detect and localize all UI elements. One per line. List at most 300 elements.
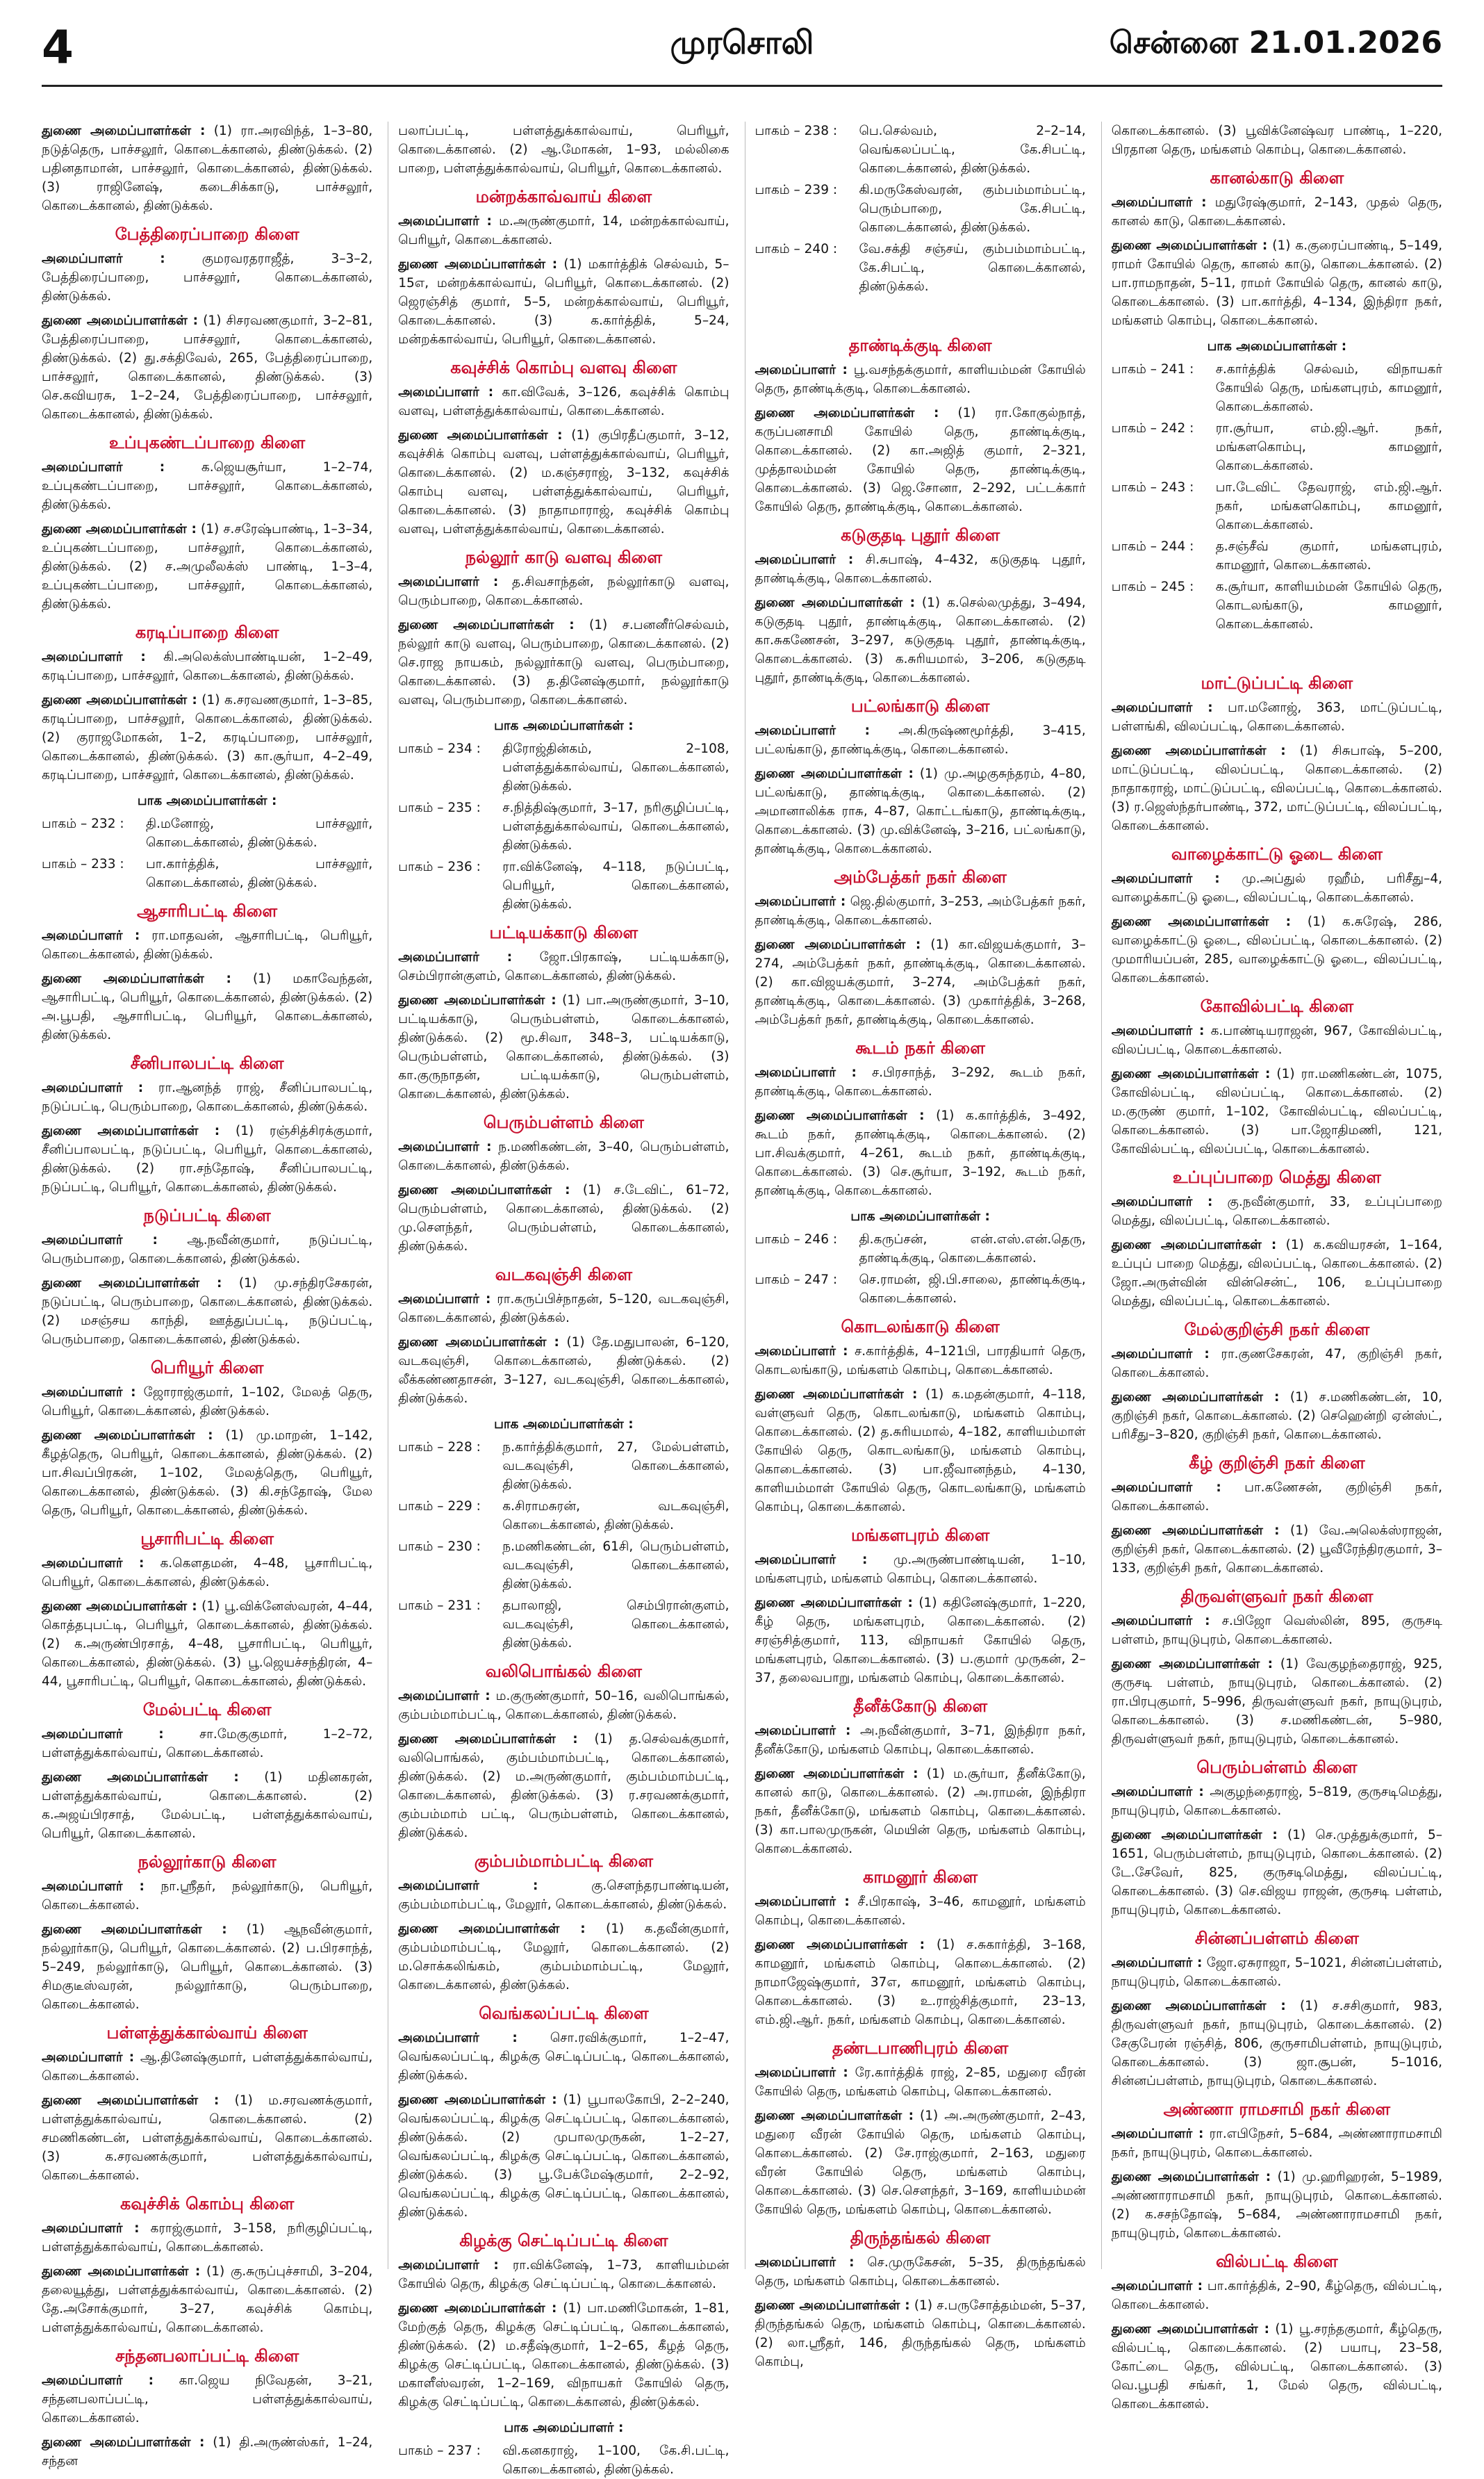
branch-title: பெரும்பள்ளம் கிளை (1196, 1758, 1358, 1777)
role-label: அமைப்பாளர் : (42, 460, 165, 475)
member-details: (1) க.குரைப்பாண்டி, 5–149, ராமர் கோயில் தெரு, கானல் காடு, கொடைக்கானல். (2) பா.ராமநாதன், 5–11, ராமர் கோயில் தெரு, கானல் காடு, கொடைக்கானல். (3) பா.கார்த்தி, 4–134, இந்திரா நகர், மங்களம் கொம்பு, கொடைக்கானல். (1111, 238, 1442, 328)
role-label: துணை அமைப்பாளர்கள் : (398, 2301, 557, 2316)
role-label: துணை அமைப்பாளர்கள் : (398, 428, 563, 443)
role-label: அமைப்பாளர் : (755, 2255, 855, 2270)
member-details: (1) க.கார்த்திக், 3–492, கூடம் நகர், தாண்டிக்குடி, கொடைக்கானல். (2) பா.சிவக்குமார், 4–261, கூடம் நகர், தாண்டிக்குடி, கொடைக்கானல். (3) செ.சூர்யா, 3–192, கூடம் நகர், தாண்டிக்குடி, கொடைக்கானல். (755, 1108, 1086, 1198)
branch-title: கோவில்பட்டி கிளை (1200, 997, 1354, 1016)
role-label: அமைப்பாளர் : (1111, 1347, 1210, 1361)
member-entry (755, 935, 1086, 1029)
member-details: ச.கார்த்திக், 4–121பி, பாரதியார் தெரு, கொடலங்காடு, மங்களம் கொம்பு, கொடைக்கானல். (755, 1344, 1086, 1377)
member-details: ஜெ.தில்குமார், 3–253, அம்பேத்கர் நகர், தாண்டிக்குடி, கொடைக்கானல். (755, 894, 1086, 928)
booth-entry (398, 1596, 729, 1653)
column-gap (755, 299, 1086, 327)
branch-title: அண்ணா ராமசாமி நகர் கிளை (1163, 2100, 1391, 2119)
member-entry (398, 1730, 729, 1842)
booth-entry (42, 855, 372, 892)
member-details: (1) தே.மதுபாலன், 6–120, வடகவுஞ்சி, கொடைக்கானல், திண்டுக்கல். (2) லீக்கண்ணதாசன், 3–127, வடகவுஞ்சி, கொடைக்கானல், திண்டுக்கல். (398, 1335, 729, 1406)
member-details: க.கௌதமன், 4–48, பூசாரிபட்டி, பெரியூர், கொடைக்கானல், திண்டுக்கல். (42, 1556, 373, 1589)
member-details: (1) க.சரவணகுமார், 1–3–85, கரடிப்பாறை, பாச்சலூர், கொடைக்கானல், திண்டுக்கல். (2) குராஜமோகன், 1–2, கரடிப்பாறை, பாச்சலூர், கொடைக்கானல், திண்டுக்கல். (3) கா.சூர்யா, 4–2–49, கரடிப்பாறை, பாச்சலூர், கொடைக்கானல், திண்டுக்கல். (42, 693, 373, 783)
member-entry (755, 404, 1086, 516)
member-entry (398, 2091, 729, 2222)
branch-title: மேல்குறிஞ்சி நகர் கிளை (1184, 1320, 1370, 1339)
member-details: (1) ரா.கோகுல்நாத், கருப்பனசாமி கோயில் தெரு, தாண்டிக்குடி, கொடைக்கானல். (2) கா.அஜித் குமார், 2–321, முத்தாலம்மன் கோயில் தெரு, தாண்டிக்குடி, கொடைக்கானல். (3) ஜெ.சோனா, 2–292, பட்டக்கார் கோயில் தெரு, தாண்டிக்குடி, கொடைக்கானல். (755, 406, 1086, 514)
member-details: (1) கதினேஷ்குமார், 1–220, கீழ் தெரு, மங்களபுரம், கொடைக்கானல். (2) சரஞ்சித்குமார், 113, விநாயகர் கோயில் தெரு, மங்களபுரம், கொடைக்கானல். (3) ப.குமார் முருகன், 2–37, தலைவபாறு, மங்களம் கொம்பு, கொடைக்கானல். (755, 1596, 1086, 1685)
booth-number: பாகம் – 236 : (398, 860, 481, 874)
member-entry (398, 212, 729, 249)
role-label: அமைப்பாளர் : (755, 1724, 851, 1738)
branch-title: வலிபொங்கல் கிளை (485, 1662, 642, 1681)
member-entry (1112, 193, 1442, 231)
booth-entry (755, 1270, 1086, 1308)
branch-title: பெரியூர் கிளை (150, 1358, 264, 1377)
branch-title: ஆசாரிபட்டி கிளை (137, 901, 278, 921)
member-details: (1) த.செல்வக்குமார், வலிபொங்கல், கும்பம்மாம்பட்டி, கொடைக்கானல், திண்டுக்கல். (2) ம.அருண்குமார், கும்பம்மாம்பட்டி, கொடைக்கானல், திண்டுக்கல். (3) ர.சரவணக்குமார், கும்பம்மாம் பட்டி, பெரும்பள்ளம், கொடைக்கானல், திண்டுக்கல். (398, 1732, 729, 1840)
booth-number: பாகம் – 246 : (755, 1232, 838, 1247)
role-label: துணை அமைப்பாளர்கள் : (42, 1124, 220, 1138)
member-entry (42, 1597, 372, 1691)
branch-title: நடுப்பட்டி கிளை (143, 1206, 271, 1225)
role-label: அமைப்பாளர் : (398, 214, 492, 229)
member-entry (755, 2296, 1086, 2371)
booth-number: பாகம் – 230 : (398, 1539, 481, 1554)
booth-number: பாகம் – 241 : (1111, 362, 1194, 377)
member-entry (42, 1383, 372, 1421)
member-entry (755, 1106, 1086, 1200)
role-label: துணை அமைப்பாளர்கள் : (398, 1732, 578, 1746)
role-label: துணை அமைப்பாளர்கள் : (1111, 2322, 1269, 2337)
booth-agents-heading: பாக அமைப்பாளர்கள் : (494, 1417, 634, 1432)
role-label: துணை அமைப்பாளர்கள் : (755, 1596, 913, 1610)
member-details: (1) ரா.அரவிந்த், 1–3–80, நடுத்தெரு, பாச்சலூர், கொடைக்கானல், திண்டுக்கல். (2) பதினதாமான், பாச்சலூர், கொடைக்கானல், திண்டுக்கல். (3) ராஜினேஷ், கடைசிக்காடு, பாச்சலூர், கொடைக்கானல், திண்டுக்கல். (42, 124, 373, 213)
role-label: துணை அமைப்பாளர்கள் : (398, 618, 575, 632)
member-details: (1) ச.பருசோத்தம்மன், 5–37, திருந்தங்கல் தெரு, மங்களம் கொம்பு, கொடைக்கானல். (2) லா.ஸ்ரீதர், 146, திருந்தங்கல் தெரு, மங்களம் கொம்பு, (755, 2298, 1086, 2369)
member-entry (42, 122, 372, 215)
member-details: (1) ச.சுகார்த்தி, 3–168, காமனூர், மங்களம் கொம்பு, கொடைக்கானல். (2) நாமாஜேஷ்குமார், 37எ, காமனூர், மங்களம் கொம்பு, கொடைக்கானல். (3) உ.ராஜ்சித்குமார், 23–13, எம்.ஜி.ஆர். நகர், மங்களம் கொம்பு, கொடைக்கானல். (755, 1938, 1086, 2027)
member-details: (1) க.செல்லமுத்து, 3–494, கடுகுதடி புதூர், தாண்டிக்குடி, கொடைக்கானல். (2) கா.சுகணேசன், 3–297, கடுகுதடி புதூர், தாண்டிக்குடி, கொடைக்கானல். (3) க.சுரியமால், 3–206, கடுகுதடி புதூர், தாண்டிக்குடி, கொடைக்கானல். (755, 596, 1086, 685)
member-entry (1112, 1826, 1442, 1920)
branch-title: கவுச்சிக் கொம்பு கிளை (120, 2194, 295, 2214)
member-details: (1) மகாவேந்தன், ஆசாரிபட்டி, பெரியூர், கொடைக்கானல், திண்டுக்கல். (2) அ.பூபதி, ஆசாரிபட்டி, பெரியூர், கொடைக்கானல், திண்டுக்கல். (42, 972, 373, 1042)
branch-title: வாழைக்காட்டு ஓடை கிளை (1171, 844, 1383, 864)
booth-entry (398, 2441, 729, 2479)
member-details: நா.ஸ்ரீதர், நல்லூர்காடு, பெரியூர், கொடைக்கானல். (42, 1879, 373, 1913)
member-details: (1) க.கவியரசன், 1–164, உப்புப் பாறை மெத்து, விலப்பட்டி, கொடைக்கானல். (2) ஜோ.அருள்வின் வின்சென்ட், 106, உப்புப்பாறை மெத்து, விலப்பட்டி, கொடைக்கானல். (1111, 1238, 1442, 1309)
member-entry (755, 1721, 1086, 1759)
member-details: (1) செ.முத்துக்குமார், 5–1651, பெரும்பள்ளம், நாயுடுபுரம், கொடைக்கானல். (2) டே.சேவேர், 825, குருசடிமெத்து, விலப்பட்டி, கொடைக்கானல். (3) செ.விஜய ராஜன், குருசடி பள்ளம், நாயுடுபுரம், கொடைக்கானல். (1111, 1828, 1442, 1917)
member-entry (755, 1385, 1086, 1516)
booth-number: பாகம் – 238 : (755, 124, 838, 138)
member-details: (1) பூபாலகோபி, 2–2–240, வெங்கலப்பட்டி, கிழக்கு செட்டிப்பட்டி, கொடைக்கானல், திண்டுக்கல். (2) முபாலமுருகன், 1–2–27, வெங்கலப்பட்டி, கிழக்கு செட்டிப்பட்டி, கொடைக்கானல், திண்டுக்கல். (3) பூ.பேக்மேஷ்குமார், 2–2–92, வெங்கலப்பட்டி, கிழக்கு செட்டிப்பட்டி, கொடைக்கானல், திண்டுக்கல். (398, 2093, 729, 2220)
member-details: ரே.கார்த்திக் ராஜ், 2–85, மதுரை வீரன் கோயில் தெரு, மங்களம் கொம்பு, கொடைக்கானல். (755, 2065, 1086, 2099)
member-details: கு.நவீன்குமார், 33, உப்புப்பாறை மெத்து, விலப்பட்டி, கொடைக்கானல். (1111, 1195, 1442, 1228)
member-details: (1) ச.பனனீர்செல்வம், நல்லூர் காடு வளவு, பெரும்பாறை, கொடைக்கானல். (2) செ.ராஜ நாயகம், நல்லூர்காடு வளவு, பெரும்பாறை, கொடைக்கானல். (3) த.தினேஷ்குமார், நல்லூர்காடு வளவு, பெரும்பாறை, கொடைக்கானல். (398, 618, 729, 707)
booth-agent-details: தி.மனோஜ், பாச்சலூர், கொடைக்கானல், திண்டுக்கல். (146, 817, 373, 850)
branch-title: பள்ளத்துக்கால்வாய் கிளை (106, 2023, 308, 2043)
member-entry (755, 1551, 1086, 1588)
role-label: துணை அமைப்பாளர்கள் : (1111, 1390, 1280, 1405)
member-entry (42, 691, 372, 785)
member-entry (398, 1181, 729, 1256)
member-details: ரா.மாதவன், ஆசாரிபட்டி, பெரியூர், கொடைக்கானல், திண்டுக்கல். (42, 928, 373, 962)
branch-title: கடுகுதடி புதூர் கிளை (841, 525, 1000, 545)
booth-entry (398, 858, 729, 914)
booth-number: பாகம் – 247 : (755, 1273, 838, 1287)
member-entry (755, 1892, 1086, 1930)
booth-entry (1112, 537, 1442, 575)
member-details: (1) பா.அருண்குமார், 3–10, பட்டியக்காடு, பெரும்பள்ளம், கொடைக்கானல், திண்டுக்கல். (2) மூ.சிவா, 348–3, பட்டியக்காடு, பெரும்பள்ளம், கொடைக்கானல், திண்டுக்கல். (3) கா.குருநாதன், பட்டியக்காடு, பெரும்பள்ளம், கொடைக்கானல், திண்டுக்கல். (398, 993, 729, 1102)
booth-entry (755, 122, 1086, 178)
role-label: துணை அமைப்பாளர்கள் : (755, 938, 921, 952)
member-entry (398, 2299, 729, 2412)
booth-entry (398, 739, 729, 796)
member-entry (398, 616, 729, 710)
member-entry (398, 2256, 729, 2293)
booth-entry (398, 1537, 729, 1594)
page-number: 4 (42, 21, 74, 74)
booth-number: பாகம் – 233 : (42, 857, 124, 872)
member-details: த.சிவசாந்தன், நல்லூர்காடு வளவு, பெரும்பாறை, கொடைக்கானல். (398, 575, 729, 608)
role-label: துணை அமைப்பாளர்கள் : (42, 1276, 222, 1291)
member-details: (1) மு.அழகுசுந்தரம், 4–80, பட்லங்காடு, தாண்டிக்குடி, கொடைக்கானல். (2) அமானாலிக்க ராசு, 4–87, கொட்டங்காடு, தாண்டிக்குடி, கொடைக்கானல். (3) மு.விக்னேஷ், 3–216, பட்லங்காடு, தாண்டிக்குடி, கொடைக்கானல். (755, 767, 1086, 856)
branch-title: கானல்காடு கிளை (1210, 168, 1344, 188)
role-label: துணை அமைப்பாளர்கள் : (42, 1599, 197, 1614)
branch-title: வில்பட்டி கிளை (1216, 2252, 1338, 2271)
member-details: செ.முருகேசன், 5–35, திருந்தங்கல் தெரு, மங்களம் கொம்பு, கொடைக்கானல். (755, 2255, 1086, 2289)
booth-agent-details: க.சூர்யா, காளியம்மன் கோயில் தெரு, கொடலங்காடு, காமனூர், கொடைக்கானல். (1215, 580, 1442, 632)
role-label: துணை அமைப்பாளர்கள் : (755, 767, 914, 781)
member-entry (755, 361, 1086, 398)
booth-number: பாகம் – 234 : (398, 742, 481, 756)
role-label: அமைப்பாளர் : (42, 2050, 135, 2065)
member-entry (42, 1768, 372, 1843)
column-3 (745, 122, 1086, 2369)
role-label: அமைப்பாளர் : (1111, 1024, 1205, 1038)
role-label: துணை அமைப்பாளர்கள் : (398, 1922, 586, 1936)
member-entry (1112, 913, 1442, 988)
branch-title: சீனிபாலபட்டி கிளை (130, 1054, 284, 1073)
member-details: (1) மதினகரன், பள்ளத்துக்கால்வாய், கொடைக்கானல். (2) க.அஜய்பிரசாத், மேல்பட்டி, பள்ளத்துக்கால்வாய், பெரியூர், கொடைக்கானல். (42, 1770, 373, 1841)
member-entry (398, 1138, 729, 1175)
role-label: துணை அமைப்பாளர்கள் : (1111, 915, 1292, 929)
member-details: கா.ஜெய நிவேதன், 3–21, சந்தனபலாப்பட்டி, பள்ளத்துக்கால்வாய், கொடைக்கானல். (42, 2373, 373, 2425)
role-label: அமைப்பாளர் : (42, 1556, 145, 1571)
member-details: (1) கு.சுருப்புச்சாமி, 3–204, தலையூத்து, பள்ளத்துக்கால்வாய், கொடைக்கானல். (2) தே.அசோக்குமார், 3–27, கவுச்சிக் கொம்பு, பள்ளத்துக்கால்வாய், கொடைக்கானல். (42, 2264, 373, 2335)
member-entry (1112, 1478, 1442, 1516)
member-entry (42, 1122, 372, 1197)
member-entry (42, 458, 372, 514)
branch-title: தாண்டிக்குடி கிளை (848, 336, 992, 355)
member-details: ந.மணிகண்டன், 3–40, பெரும்பள்ளம், கொடைக்கானல், திண்டுக்கல். (398, 1140, 729, 1173)
booth-number: பாகம் – 242 : (1111, 421, 1194, 436)
member-entry (398, 1920, 729, 1995)
booth-entry (1112, 419, 1442, 475)
member-entry (398, 573, 729, 610)
branch-title: பட்லங்காடு கிளை (850, 696, 990, 716)
role-label: அமைப்பாளர் : (398, 1689, 490, 1703)
booth-agent-details: ந.கார்த்திக்குமார், 27, மேல்பள்ளம், வடகவுஞ்சி, கொடைக்கானல், திண்டுக்கல். (502, 1440, 729, 1492)
dateline: சென்னை 21.01.2026 (1109, 25, 1442, 60)
member-details: (1) ம.சூர்யா, தீனீக்கோடு, கானல் காடு, கொடைக்கானல். (2) அ.ராமன், இந்திரா நகர், தீனீக்கோடு, மங்களம் கொம்பு, கொடைக்கானல். (3) கா.பாலமுருகன், மெயின் தெரு, மங்களம் கொம்பு, கொடைக்கானல். (755, 1767, 1086, 1856)
member-entry (755, 764, 1086, 858)
role-label: துணை அமைப்பாளர்கள் : (1111, 1523, 1280, 1538)
branch-title: பூசாரிபட்டி கிளை (140, 1529, 274, 1548)
member-entry (1112, 869, 1442, 907)
member-details: ஜோ.பிரகாஷ், பட்டியக்காடு, செம்பிரான்குளம், கொடைக்கானல், திண்டுக்கல். (398, 950, 729, 983)
member-details: (1) ச.மணிகண்டன், 10, குறிஞ்சி நகர், கொடைக்கானல். (2) செஹென்றி ஏன்ஸ்ட், பரிசீது–3–820, குறிஞ்சி நகர், கொடைக்கானல். (1111, 1390, 1442, 1442)
booth-number: பாகம் – 237 : (398, 2444, 481, 2458)
member-details: (1) கா.விஜயக்குமார், 3–274, அம்பேத்கர் நகர், தாண்டிக்குடி, கொடைக்கானல். (2) கா.விஜயக்குமார், 3–274, அம்பேத்கர் நகர், தாண்டிக்குடி, கொடைக்கானல். (3) முகார்த்திக், 3–268, அம்பேத்கர் நகர், தாண்டிக்குடி, கொடைக்கானல். (755, 938, 1086, 1027)
booth-number: பாகம் – 235 : (398, 801, 481, 815)
branch-title: கரடிப்பாறை கிளை (135, 623, 279, 642)
role-label: அமைப்பாளர் : (755, 363, 848, 377)
booth-agent-details: தபாலாஜி, செம்பிரான்குளம், வடகவுஞ்சி, கொடைக்கானல், திண்டுக்கல். (502, 1598, 729, 1651)
booth-agent-details: வி.கனகராஜ், 1–100, கே.சி.பட்டி, கொடைக்கானல், திண்டுக்கல். (502, 2444, 729, 2477)
booth-number: பாகம் – 229 : (398, 1499, 481, 1514)
member-details: கி.அலெக்ஸ்பாண்டியன், 1–2–49, கரடிப்பாறை, பாச்சலூர், கொடைக்கானல், திண்டுக்கல். (42, 650, 373, 683)
role-label: அமைப்பாளர் : (42, 1727, 164, 1742)
role-label: அமைப்பாளர் : (755, 723, 871, 738)
member-details: (1) மு.சந்திரசேகரன், நடுப்பட்டி, பெரும்பாறை, கொடைக்கானல், திண்டுக்கல். (2) மசஞ்சய காந்தி, ஊத்துப்பட்டி, நடுப்பட்டி, பெரும்பாறை, கொடைக்கானல், திண்டுக்கல். (42, 1276, 373, 1347)
branch-title: கும்பம்மாம்பட்டி கிளை (474, 1851, 654, 1871)
member-details: (1) அ.அருண்குமார், 2–43, மதுரை வீரன் கோயில் தெரு, மங்களம் கொம்பு, கொடைக்கானல். (2) சே.ராஜ்குமார், 2–163, மதுரை வீரன் கோயில் தெரு, மங்களம் கொம்பு, கொடைக்கானல். (3) செ.சௌந்தர், 3–169, காளியம்மன் கோயில் தெரு, மங்களம் கொம்பு, கொடைக்கானல். (755, 2109, 1086, 2217)
member-details: (1) மு.மாறன், 1–142, கீழத்தெரு, பெரியூர், கொடைக்கானல், திண்டுக்கல். (2) பா.சிவப்பிரகன், 1–102, மேலத்தெரு, பெரியூர், கொடைக்கானல், திண்டுக்கல். (3) கி.சந்தோஷ், மேல தெரு, பெரியூர், கொடைக்கானல், திண்டுக்கல். (42, 1428, 373, 1518)
branch-title: மேல்பட்டி கிளை (142, 1700, 272, 1719)
member-entry (1112, 1388, 1442, 1444)
booth-agent-details: ரா.விக்னேஷ், 4–118, நடுப்பட்டி, பெரியூர், கொடைக்கானல், திண்டுக்கல். (502, 860, 729, 912)
member-details: (1) க.சுரேஷ், 286, வாழைக்காட்டு ஓடை, விலப்பட்டி, கொடைக்கானல். (2) முமாரியப்பன், 285, வாழைக்காட்டு ஓடை, விலப்பட்டி, கொடைக்கானல். (1111, 915, 1442, 985)
role-label: துணை அமைப்பாளர்கள் : (42, 124, 206, 138)
member-entry (1112, 1783, 1442, 1820)
role-label: அமைப்பாளர் : (755, 1895, 850, 1909)
member-details: கு.சௌந்தரபாண்டியன், கும்பம்மாம்பட்டி, மேலூர், கொடைக்கானல், திண்டுக்கல். (398, 1879, 729, 1912)
booth-number: பாகம் – 243 : (1111, 480, 1194, 495)
booth-number: பாகம் – 231 : (398, 1598, 481, 1613)
member-entry (755, 594, 1086, 687)
member-entry (755, 1765, 1086, 1858)
role-label: துணை அமைப்பாளர்கள் : (755, 1387, 918, 1402)
member-details: ஆ.நவீன்குமார், நடுப்பட்டி, பெரும்பாறை, கொடைக்கானல், திண்டுக்கல். (42, 1233, 373, 1266)
role-label: துணை அமைப்பாளர்கள் : (398, 1183, 570, 1197)
column-gap (1112, 637, 1442, 664)
member-entry (398, 426, 729, 539)
role-label: அமைப்பாளர் : (755, 1065, 857, 1080)
booth-agents-heading: பாக அமைப்பாளர்கள் : (494, 719, 634, 733)
member-details: (1) குபிரதீப்குமார், 3–12, கவுச்சிக் கொம்பு வளவு, பள்ளத்துக்கால்வாய், பெரியூர், கொடைக்கானல். (2) ம.கஞ்சராஜ், 3–132, கவுச்சிக் கொம்பு வளவு, பள்ளத்துக்கால்வாய், பெரியூர், கொடைக்கானல். (3) நாதாமாராஜ், கவுச்சிக் கொம்பு வளவு, பள்ளத்துக்கால்வாய், கொடைக்கானல். (398, 428, 729, 537)
branch-title: பேத்திரைப்பாறை கிளை (115, 224, 299, 244)
member-entry (1112, 2168, 1442, 2243)
member-entry (1112, 1236, 1442, 1311)
member-details: பா.கணேசன், குறிஞ்சி நகர், கொடைக்கானல். (1111, 1480, 1442, 1514)
branch-title: கூடம் நகர் கிளை (855, 1038, 985, 1058)
role-label: அமைப்பாளர் : (398, 2031, 518, 2045)
member-entry (398, 1687, 729, 1724)
member-entry (755, 1594, 1086, 1687)
role-label: அமைப்பாளர் : (398, 1292, 491, 1307)
newspaper-masthead: முரசொலி (670, 24, 814, 61)
role-label: அமைப்பாளர் : (755, 1344, 848, 1359)
member-entry (1112, 1345, 1442, 1382)
booth-agent-details: பா.கார்த்திக், பாச்சலூர், கொடைக்கானல், திண்டுக்கல். (146, 857, 373, 890)
role-label: அமைப்பாளர் : (1111, 2279, 1203, 2293)
branch-title: கொடலங்காடு கிளை (841, 1317, 1000, 1336)
role-label: துணை அமைப்பாளர்கள் : (1111, 1067, 1271, 1081)
booth-number: பாகம் – 228 : (398, 1440, 481, 1455)
role-label: துணை அமைப்பாளர்கள் : (1111, 1238, 1277, 1252)
branch-title: உப்புப்பாறை மெத்து கிளை (1172, 1168, 1381, 1187)
branch-title: நல்லூர் காடு வளவு கிளை (465, 548, 662, 567)
member-details: கா.விவேக், 3–126, கவுச்சிக் கொம்பு வளவு, பள்ளத்துக்கால்வாய், கொடைக்கானல். (398, 385, 729, 418)
role-label: துணை அமைப்பாளர்கள் : (42, 693, 197, 707)
role-label: துணை அமைப்பாளர்கள் : (398, 1335, 559, 1350)
member-details: சீ.பிரகாஷ், 3–46, காமனூர், மங்களம் கொம்பு, கொடைக்கானல். (755, 1895, 1086, 1928)
branch-title: உப்புகண்டப்பாறை கிளை (109, 433, 306, 452)
branch-title: கீழ் குறிஞ்சி நகர் கிளை (1189, 1453, 1365, 1473)
branch-title: தீனீக்கோடு கிளை (853, 1696, 988, 1716)
branch-title: சின்னப்பள்ளம் கிளை (1194, 1929, 1359, 1948)
member-entry (42, 969, 372, 1045)
branch-title: மாட்டுப்பட்டி கிளை (1201, 673, 1353, 693)
member-details: பா.கார்த்திக், 2–90, கீழ்தெரு, வில்பட்டி, கொடைக்கானல். (1111, 2279, 1442, 2312)
role-label: துணை அமைப்பாளர்கள் : (755, 1938, 925, 1952)
role-label: துணை அமைப்பாளர்கள் : (1111, 1999, 1286, 2013)
branch-title: திருவள்ளுவர் நகர் கிளை (1180, 1587, 1374, 1606)
member-details: ரா.ஆனந்த் ராஜ், சீனிப்பாலபட்டி, நடுப்பட்டி, பெரும்பாறை, கொடைக்கானல், திண்டுக்கல். (42, 1081, 373, 1114)
member-entry (42, 1554, 372, 1592)
member-entry (1112, 1612, 1442, 1649)
role-label: துணை அமைப்பாளர்கள் : (1111, 1657, 1273, 1671)
member-details: (1) ம.சரவணக்குமார், பள்ளத்துக்கால்வாய், கொடைக்கானல். (2) சமணிகண்டன், பள்ளத்துக்கால்வாய், கொடைக்கானல். (3) க.சரவணக்குமார், பள்ளத்துக்கால்வாய், கொடைக்கானல். (42, 2093, 373, 2183)
member-details: ரா.கருப்பிச்நாதன், 5–120, வடகவுஞ்சி, கொடைக்கானல், திண்டுக்கல். (398, 1292, 729, 1325)
role-label: துணை அமைப்பாளர்கள் : (398, 993, 556, 1008)
role-label: அமைப்பாளர் : (42, 2221, 140, 2236)
member-entry (42, 2371, 372, 2428)
member-entry (1112, 236, 1442, 330)
member-details: க.ஜெயசூர்யா, 1–2–74, உப்புகண்டப்பாறை, பாச்சலூர், கொடைக்கானல், திண்டுக்கல். (42, 460, 373, 512)
member-details: சி.சுபாஷ், 4–432, கடுகுதடி புதூர், தாண்டிக்குடி, கொடைக்கானல். (755, 553, 1086, 586)
member-entry (42, 249, 372, 306)
booth-number: பாகம் – 244 : (1111, 539, 1194, 554)
role-label: துணை அமைப்பாளர்கள் : (42, 1770, 239, 1785)
branch-title: காமனூர் கிளை (863, 1867, 978, 1887)
member-details: (1) வேகுழந்தைராஜ், 925, குருசடி பள்ளம், நாயுடுபுரம், கொடைக்கானல். (2) ரா.பிரபுகுமார், 5–996, திருவள்ளுவர் நகர், நாயுடுபுரம், கொடைக்கானல். (3) ச.மணிகண்டன், 5–980, திருவள்ளுவர் நகர், நாயுடுபுரம், கொடைக்கானல். (1111, 1657, 1442, 1746)
role-label: அமைப்பாளர் : (1111, 1785, 1204, 1799)
member-details: ம.அருண்குமார், 14, மன்றக்கால்வாய், பெரியூர், கொடைக்கானல். (398, 214, 729, 247)
member-entry (398, 991, 729, 1104)
member-entry (755, 1063, 1086, 1101)
role-label: அமைப்பாளர் : (755, 894, 846, 909)
role-label: அமைப்பாளர் : (398, 1140, 492, 1154)
page-header (0, 0, 1484, 104)
member-entry (42, 2219, 372, 2257)
role-label: துணை அமைப்பாளர்கள் : (755, 406, 939, 420)
member-entry (1112, 742, 1442, 835)
member-entry (755, 2063, 1086, 2101)
member-details: ரா.விக்னேஷ், 1–73, காளியம்மன் கோயில் தெரு, கிழக்கு செட்டிப்பட்டி, கொடைக்கானல். (398, 2258, 729, 2291)
branch-title: கிழக்கு செட்டிப்பட்டி கிளை (459, 2231, 668, 2250)
member-entry (755, 721, 1086, 759)
member-details: சொ.ரவிக்குமார், 1–2–47, வெங்கலப்பட்டி, கிழக்கு செட்டிப்பட்டி, கொடைக்கானல், திண்டுக்கல். (398, 2031, 729, 2083)
member-entry (42, 926, 372, 964)
member-details: மு.அருண்பாண்டியன், 1–10, மங்களபுரம், மங்களம் கொம்பு, கொடைக்கானல். (755, 1553, 1086, 1586)
member-details: (1) பா.மணிமோகன், 1–81, மேற்குத் தெரு, கிழக்கு செட்டிப்பட்டி, கொடைக்கானல், திண்டுக்கல். (2) ம.சதீஷ்குமார், 1–2–65, கீழத் தெரு, கிழக்கு செட்டிப்பட்டி, கொடைக்கானல், திண்டுக்கல். (3) மகாளீஸ்வரன், 1–2–169, விநாயகர் கோயில் தெரு, கிழக்கு செட்டிப்பட்டி, கொடைக்கானல், திண்டுக்கல். (398, 2301, 729, 2410)
branch-title: நல்லூர்காடு கிளை (138, 1852, 277, 1872)
member-details: (1) ச.சரேஷ்பாண்டி, 1–3–34, உப்புகண்டப்பாறை, பாச்சலூர், கொடைக்கானல், திண்டுக்கல். (2) ச.அமுலீலக்ஸ் பாண்டி, 1–3–4, உப்புகண்டப்பாறை, பாச்சலூர், கொடைக்கானல், திண்டுக்கல். (42, 522, 373, 612)
member-details: ஜோ.ஏசுராஜா, 5–1021, சின்னப்பள்ளம், நாயுடுபுரம், கொடைக்கானல். (1111, 1956, 1443, 1989)
member-details: அ.கிருஷ்ணமூர்த்தி, 3–415, பட்லங்காடு, தாண்டிக்குடி, கொடைக்கானல். (755, 723, 1086, 757)
column-1 (42, 122, 373, 2469)
branch-title: சந்தனபலாப்பட்டி கிளை (115, 2346, 299, 2366)
header-divider (42, 85, 1442, 87)
role-label: துணை அமைப்பாளர்கள் : (42, 1428, 213, 1443)
role-label: அமைப்பாளர் : (42, 650, 146, 664)
branch-title: அம்பேத்கர் நகர் கிளை (834, 867, 1007, 887)
member-details: (1) வே.அலெக்ஸ்ராஜன், குறிஞ்சி நகர், கொடைக்கானல். (2) பூவீரேந்திரகுமார், 3–133, குறிஞ்சி நகர், கொடைக்கானல். (1111, 1523, 1442, 1576)
member-entry (755, 550, 1086, 588)
branch-title: வடகவுஞ்சி கிளை (495, 1265, 633, 1284)
member-details: க.பாண்டியராஜன், 967, கோவில்பட்டி, விலப்பட்டி, கொடைக்கானல். (1111, 1024, 1442, 1057)
role-label: அமைப்பாளர் : (42, 1385, 136, 1400)
booth-agent-details: திரோஜ்தின்கம், 2–108, பள்ளத்துக்கால்வாய், கொடைக்கானல், திண்டுக்கல். (502, 742, 729, 794)
booth-entry (398, 799, 729, 855)
role-label: துணை அமைப்பாளர்கள் : (42, 1922, 227, 1937)
member-entry (42, 1725, 372, 1762)
role-label: அமைப்பாளர் : (42, 1233, 158, 1247)
booth-agent-details: பெ.செல்வம், 2–2–14, வெங்கலப்பட்டி, கே.சிபட்டி, கொடைக்கானல், திண்டுக்கல். (859, 124, 1086, 176)
booth-number: பாகம் – 239 : (755, 183, 838, 197)
role-label: அமைப்பாளர் : (1111, 1956, 1203, 1970)
member-entry (755, 2106, 1086, 2219)
booth-entry (755, 240, 1086, 296)
member-entry (42, 1426, 372, 1520)
branch-title: வெங்கலப்பட்டி கிளை (479, 2004, 649, 2023)
member-entry (755, 2253, 1086, 2291)
member-entry (42, 648, 372, 685)
booth-agents-heading: பாக அமைப்பாளர் : (504, 2421, 624, 2435)
role-label: அமைப்பாளர் : (42, 1879, 145, 1894)
booth-agents-heading: பாக அமைப்பாளர்கள் : (137, 794, 277, 808)
member-details: மதுரேஷ்குமார், 2–143, முதல் தெரு, கானல் காடு, கொடைக்கானல். (1111, 195, 1442, 229)
role-label: அமைப்பாளர் : (398, 950, 513, 965)
member-entry (755, 1342, 1086, 1380)
role-label: துணை அமைப்பாளர்கள் : (398, 2093, 557, 2107)
branch-title: மங்களபுரம் கிளை (850, 1525, 990, 1545)
role-label: துணை அமைப்பாளர்கள் : (1111, 1828, 1278, 1842)
member-details: குமரவரதராஜீத், 3–3–2, பேத்திரைப்பாறை, பாச்சலூர், கொடைக்கானல், திண்டுக்கல். (42, 252, 373, 304)
booth-agent-details: ச.கார்த்திக் செல்வம், விநாயகர் கோயில் தெரு, மங்களபுரம், காமனூர், கொடைக்கானல். (1215, 362, 1442, 414)
member-entry (398, 1333, 729, 1408)
member-details: (1) பூ.விக்னேஸ்வரன், 4–44, கொத்தபுபட்டி, பெரியூர், கொடைக்கானல், திண்டுக்கல். (2) க.அருண்பிரசாத், 4–48, பூசாரிபட்டி, பெரியூர், கொடைக்கானல், திண்டுக்கல். (3) பூ.ஜெயச்சந்திரன், 4–44, பூசாரிபட்டி, பெரியூர், கொடைக்கானல், திண்டுக்கல். (42, 1599, 373, 1689)
member-details: ச.பிரசாந்த், 3–292, கூடம் நகர், தாண்டிக்குடி, கொடைக்கானல். (755, 1065, 1086, 1099)
continued-paragraph: கொடைக்கானல். (3) பூவிக்னேஷ்வர பாண்டி, 1–220, பிரதான தெரு, மங்களம் கொம்பு, கொடைக்கானல். (1111, 124, 1442, 157)
role-label: அமைப்பாளர் : (1111, 701, 1213, 715)
member-entry (42, 1274, 372, 1349)
member-details: (1) ரஞ்சித்சிரக்குமார், சீனிப்பாலபட்டி, நடுப்பட்டி, பெரியூர், கொடைக்கானல், திண்டுக்கல். (2) ரா.சந்தோஷ், சீனிப்பாலபட்டி, நடுப்பட்டி, பெரியூர், கொடைக்கானல், திண்டுக்கல். (42, 1124, 373, 1195)
role-label: துணை அமைப்பாளர்கள் : (42, 972, 231, 986)
continued-paragraph: பலாப்பட்டி, பள்ளத்துக்கால்வாய், பெரியூர், கொடைக்கானல். (2) ஆ.மோகன், 1–93, மல்லிகை பாறை, பள்ளத்துக்கால்வாய், பெரியூர், கொடைக்கானல். (398, 124, 729, 176)
role-label: துணை அமைப்பாளர்கள் : (755, 1767, 918, 1781)
branch-title: பட்டியக்காடு கிளை (489, 923, 638, 942)
member-entry (42, 2091, 372, 2185)
role-label: துணை அமைப்பாளர்கள் : (42, 522, 197, 537)
member-entry (1112, 1065, 1442, 1159)
member-entry (1112, 1655, 1442, 1749)
member-details: (1) க.மதன்குமார், 4–118, வள்ளுவர் தெரு, கொடலங்காடு, மங்களம் கொம்பு, கொடைக்கானல். (2) த.சுரியமால், 4–182, காளியம்மாள் கோயில் தெரு, கொடலங்காடு, மங்களம் கொம்பு, கொடைக்கானல். (3) பா.ஜீவானந்தம், 4–130, காளியம்மாள் கோயில் தெரு, கொடலங்காடு, மங்களம் கொம்பு, கொடைக்கானல். (755, 1387, 1086, 1514)
member-entry (1112, 1193, 1442, 1230)
member-details: ஜோராஜ்குமார், 1–102, மேலத் தெரு, பெரியூர், கொடைக்கானல், திண்டுக்கல். (42, 1385, 373, 1418)
member-entry (398, 1876, 729, 1914)
booth-agent-details: க.சிராமசுரன், வடகவுஞ்சி, கொடைக்கானல், திண்டுக்கல். (502, 1499, 729, 1532)
booth-agents-heading: பாக அமைப்பாளர்கள் : (1207, 339, 1347, 354)
